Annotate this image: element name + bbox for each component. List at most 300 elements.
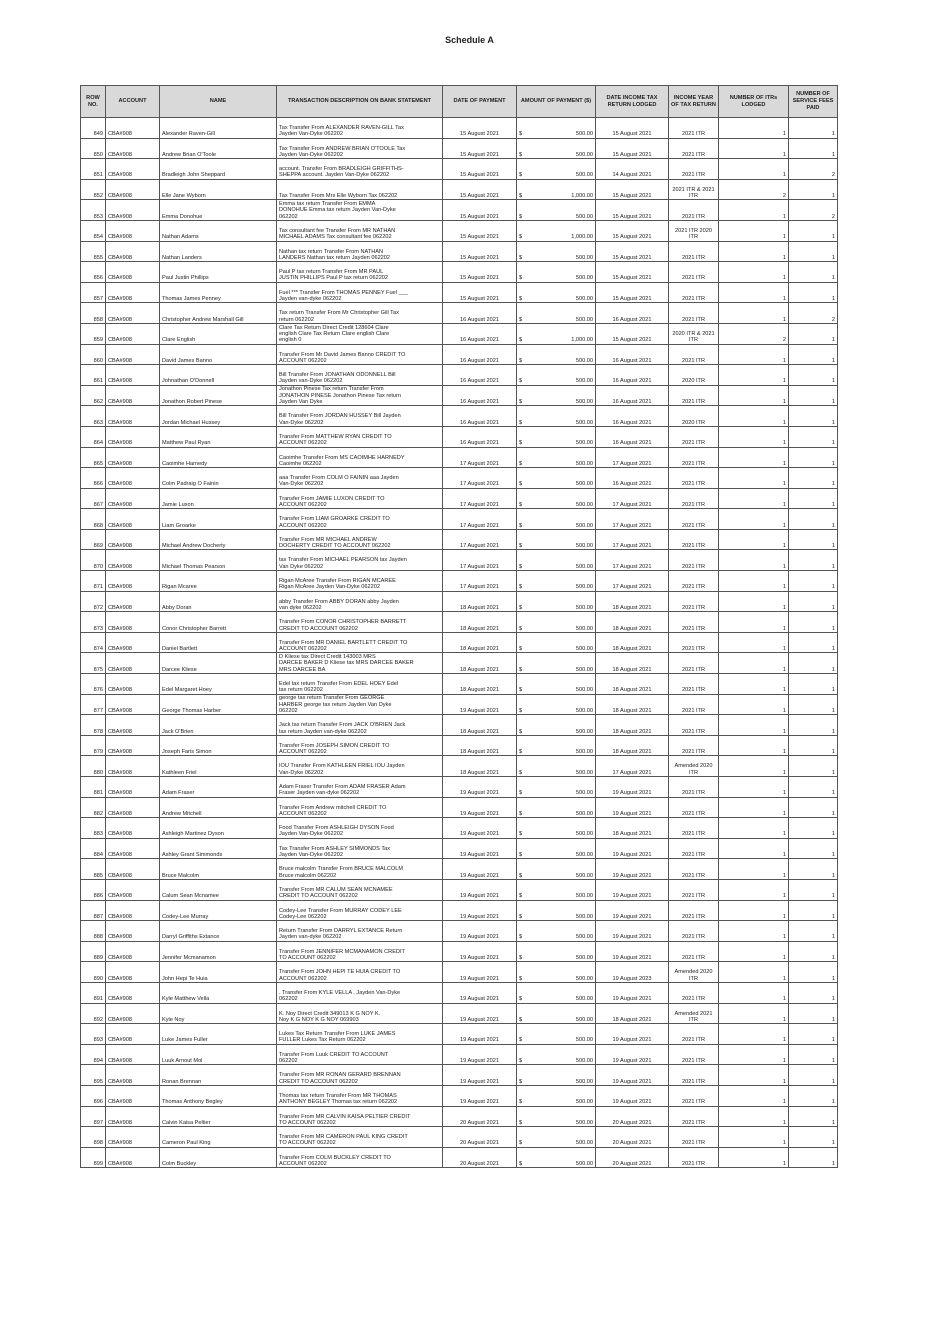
income-year-cell: 2021 ITR 2020 ITR	[669, 220, 719, 241]
amount-value: 500.00	[575, 378, 593, 385]
lodged-date-cell: 17 August 2021	[596, 571, 669, 592]
currency-symbol: $	[519, 831, 523, 838]
itrs-lodged-cell: 1	[719, 118, 789, 139]
row-number: 862	[81, 385, 106, 406]
name-cell: Elle Jane Wyborn	[160, 179, 277, 200]
account-cell: CBA#908	[106, 138, 160, 159]
account-cell: CBA#908	[106, 612, 160, 633]
row-number: 884	[81, 838, 106, 859]
description-line: account. Transfer From BRADLEIGH GRIFFITHS-	[279, 166, 404, 173]
description-cell	[277, 241, 443, 262]
amount-value: 500.00	[575, 955, 593, 962]
amount-cell	[517, 1024, 596, 1045]
service-fees-cell: 1	[789, 941, 838, 962]
description-cell	[277, 138, 443, 159]
amount-cell	[517, 447, 596, 468]
currency-symbol: $	[519, 337, 523, 344]
payment-date-cell: 15 August 2021	[443, 200, 517, 221]
amount-value: 500.00	[575, 213, 593, 220]
lodged-date-cell: 18 August 2021	[596, 694, 669, 715]
description-cell	[277, 344, 443, 365]
account-cell: CBA#908	[106, 262, 160, 283]
income-year-cell: 2021 ITR	[669, 159, 719, 180]
row-number: 870	[81, 550, 106, 571]
currency-symbol: $	[519, 275, 523, 282]
service-fees-cell: 1	[789, 1147, 838, 1168]
name-cell: Rigan Mcaree	[160, 571, 277, 592]
itrs-lodged-cell: 1	[719, 838, 789, 859]
currency-symbol: $	[519, 1037, 523, 1044]
description-line: Rigan McAree Jayden Van-Dyke 062202	[279, 584, 380, 591]
amount-value: 500.00	[575, 749, 593, 756]
amount-cell	[517, 921, 596, 942]
amount-cell	[517, 550, 596, 571]
table-row	[81, 982, 838, 1003]
table-row	[81, 488, 838, 509]
amount-cell	[517, 797, 596, 818]
amount-value: 500.00	[575, 172, 593, 179]
income-year-cell: 2021 ITR	[669, 859, 719, 880]
row-number: 874	[81, 632, 106, 653]
table-row	[81, 179, 838, 200]
currency-symbol: $	[519, 769, 523, 776]
description-line: Transfer From MR DANIEL BARTLETT CREDIT TO	[279, 639, 408, 646]
table-row	[81, 735, 838, 756]
header-service-fees: NUMBER OF SERVICE FEES PAID	[789, 86, 838, 118]
account-cell: CBA#908	[106, 488, 160, 509]
description-cell	[277, 262, 443, 283]
description-line: Tax Transfer From ALEXANDER RAVEN-GILL Tax	[279, 125, 404, 131]
description-line: Adam Fraser Transfer From ADAM FRASER Adam	[279, 784, 406, 790]
service-fees-cell: 1	[789, 365, 838, 386]
description-line: ACCOUNT 062202	[279, 357, 327, 364]
account-cell: CBA#908	[106, 426, 160, 447]
amount-cell	[517, 715, 596, 736]
name-cell: Kathleen Friel	[160, 756, 277, 777]
lodged-date-cell: 15 August 2021	[596, 262, 669, 283]
description-line: van dyke 062202	[279, 604, 322, 611]
amount-cell	[517, 179, 596, 200]
lodged-date-cell: 18 August 2021	[596, 674, 669, 695]
description-line: Bruce malcolm Transfer From BRUCE MALCOLM	[279, 866, 404, 873]
amount-value: 500.00	[575, 1058, 593, 1065]
row-number: 867	[81, 488, 106, 509]
itrs-lodged-cell: 1	[719, 1127, 789, 1148]
service-fees-cell: 1	[789, 653, 838, 674]
amount-value: 500.00	[575, 666, 593, 673]
lodged-date-cell: 19 August 2021	[596, 838, 669, 859]
amount-value: 500.00	[575, 1078, 593, 1085]
amount-value: 500.00	[575, 831, 593, 838]
amount-cell	[517, 735, 596, 756]
name-cell: Calvin Kaisa Peltier	[160, 1106, 277, 1127]
description-cell	[277, 982, 443, 1003]
name-cell: Conor Christopher Barrett	[160, 612, 277, 633]
description-line: abby Transfer From ABBY DORAN abby Jayden	[279, 598, 399, 605]
description-line: CREDIT TO ACCOUNT 062202	[279, 1078, 358, 1085]
description-line: Bill Transfer From JORDAN HUSSEY Bill Jayden	[279, 413, 401, 420]
amount-cell	[517, 612, 596, 633]
description-line: Jayden van-Dyke 062202	[279, 378, 343, 385]
amount-value: 500.00	[575, 769, 593, 776]
table-row	[81, 241, 838, 262]
service-fees-cell: 1	[789, 777, 838, 798]
description-line: HARBER george tax return Jayden Van Dyke	[279, 701, 392, 708]
currency-symbol: $	[519, 440, 523, 447]
table-row	[81, 1044, 838, 1065]
lodged-date-cell: 19 August 2021	[596, 941, 669, 962]
description-line: DOCHERTY CREDIT TO ACCOUNT 062202	[279, 543, 391, 550]
row-number: 878	[81, 715, 106, 736]
account-cell: CBA#908	[106, 632, 160, 653]
description-cell	[277, 1065, 443, 1086]
name-cell: Kyle Noy	[160, 1003, 277, 1024]
name-cell: Adam Fraser	[160, 777, 277, 798]
description-line: JUSTIN PHILLIPS Paul P tax return 062202	[279, 275, 389, 282]
description-line: JONATHON PINESE Jonathon Pinese Tax return	[279, 392, 401, 399]
amount-cell	[517, 941, 596, 962]
payment-date-cell: 19 August 2021	[443, 1085, 517, 1106]
lodged-date-cell: 15 August 2021	[596, 138, 669, 159]
amount-value: 500.00	[575, 501, 593, 508]
itrs-lodged-cell: 1	[719, 1003, 789, 1024]
header-row-no: ROW NO.	[81, 86, 106, 118]
header-amount: AMOUNT OF PAYMENT ($)	[517, 86, 596, 118]
description-line: tax return 062202	[279, 687, 323, 694]
description-cell	[277, 632, 443, 653]
service-fees-cell: 1	[789, 323, 838, 344]
row-number: 866	[81, 468, 106, 489]
payment-date-cell: 16 August 2021	[443, 406, 517, 427]
row-number: 885	[81, 859, 106, 880]
income-year-cell: 2021 ITR	[669, 591, 719, 612]
amount-value: 500.00	[575, 1099, 593, 1106]
lodged-date-cell: 18 August 2021	[596, 653, 669, 674]
description-line: SHEPPA account. Jayden Van-Dyke 062202	[279, 172, 390, 179]
name-cell: Liam Groarke	[160, 509, 277, 530]
row-number: 883	[81, 818, 106, 839]
payment-date-cell: 16 August 2021	[443, 303, 517, 324]
name-cell: Abby Doran	[160, 591, 277, 612]
currency-symbol: $	[519, 687, 523, 694]
payment-date-cell: 19 August 2021	[443, 1065, 517, 1086]
currency-symbol: $	[519, 646, 523, 653]
description-cell	[277, 756, 443, 777]
payment-date-cell: 19 August 2021	[443, 941, 517, 962]
row-number: 875	[81, 653, 106, 674]
payment-date-cell: 18 August 2021	[443, 756, 517, 777]
row-number: 886	[81, 879, 106, 900]
description-line: ACCOUNT 062202	[279, 440, 327, 447]
account-cell: CBA#908	[106, 818, 160, 839]
row-number: 887	[81, 900, 106, 921]
row-number: 891	[81, 982, 106, 1003]
description-line: Van-Dyke 062202	[279, 481, 324, 488]
row-number: 888	[81, 921, 106, 942]
row-number: 855	[81, 241, 106, 262]
description-line: Paul P tax return Transfer From MR PAUL	[279, 269, 384, 276]
description-cell	[277, 118, 443, 139]
amount-cell	[517, 200, 596, 221]
service-fees-cell: 1	[789, 838, 838, 859]
payment-date-cell: 20 August 2021	[443, 1127, 517, 1148]
header-date-lodged: DATE INCOME TAX RETURN LODGED	[596, 86, 669, 118]
name-cell: Clare English	[160, 323, 277, 344]
name-cell: Colm Padraig O Fainin	[160, 468, 277, 489]
amount-value: 500.00	[575, 1140, 593, 1147]
itrs-lodged-cell: 2	[719, 179, 789, 200]
description-cell	[277, 365, 443, 386]
account-cell: CBA#908	[106, 1085, 160, 1106]
description-line: FULLER Lukes Tax Return 062202	[279, 1037, 366, 1044]
lodged-date-cell: 19 August 2021	[596, 1044, 669, 1065]
account-cell: CBA#908	[106, 962, 160, 983]
amount-value: 500.00	[575, 151, 593, 158]
header-itrs-lodged: NUMBER OF ITRs LODGED	[719, 86, 789, 118]
table-row	[81, 1127, 838, 1148]
payment-date-cell: 19 August 2021	[443, 694, 517, 715]
amount-cell	[517, 900, 596, 921]
table-row	[81, 529, 838, 550]
name-cell: Michael Andrew Docherty	[160, 529, 277, 550]
row-number: 876	[81, 674, 106, 695]
lodged-date-cell: 19 August 2023	[596, 962, 669, 983]
payment-date-cell: 20 August 2021	[443, 1106, 517, 1127]
description-line: Transfer From MATTHEW RYAN CREDIT TO	[279, 433, 392, 440]
income-year-cell: 2021 ITR	[669, 447, 719, 468]
currency-symbol: $	[519, 584, 523, 591]
itrs-lodged-cell: 1	[719, 241, 789, 262]
description-line: Food Transfer From ASHLEIGH DYSON Food	[279, 825, 394, 832]
income-year-cell: 2021 ITR	[669, 818, 719, 839]
description-line: Tax Transfer From ANDREW BRIAN O'TOOLE Tax	[279, 145, 406, 152]
payment-date-cell: 15 August 2021	[443, 282, 517, 303]
table-row	[81, 921, 838, 942]
itrs-lodged-cell: 1	[719, 1147, 789, 1168]
account-cell: CBA#908	[106, 179, 160, 200]
payment-date-cell: 18 August 2021	[443, 674, 517, 695]
itrs-lodged-cell: 1	[719, 1065, 789, 1086]
description-line: Bill Transfer From JONATHAN ODONNELL Bill	[279, 372, 396, 379]
account-cell: CBA#908	[106, 1003, 160, 1024]
description-cell	[277, 900, 443, 921]
amount-cell	[517, 406, 596, 427]
lodged-date-cell: 18 August 2021	[596, 612, 669, 633]
table-row	[81, 962, 838, 983]
account-cell: CBA#908	[106, 365, 160, 386]
payment-date-cell: 19 August 2021	[443, 879, 517, 900]
payment-date-cell: 16 August 2021	[443, 323, 517, 344]
description-line: Transfer From LIAM GROARKE CREDIT TO	[279, 516, 390, 523]
description-line: Transfer From Andrew mitchell CREDIT TO	[279, 804, 387, 811]
lodged-date-cell: 18 August 2021	[596, 818, 669, 839]
income-year-cell: 2020 ITR	[669, 365, 719, 386]
description-line: Caoimhe 062202	[279, 460, 322, 467]
amount-value: 500.00	[575, 563, 593, 570]
itrs-lodged-cell: 1	[719, 818, 789, 839]
table-row	[81, 447, 838, 468]
description-line: Jayden Van-Dyke 062202	[279, 131, 343, 138]
description-line: Van Dyke 062202	[279, 563, 324, 570]
amount-value: 500.00	[575, 604, 593, 611]
description-line: MICHAEL ADAMS Tax consultant fee 062202	[279, 234, 392, 241]
amount-cell	[517, 756, 596, 777]
description-line: Transfer From MR CAMERON PAUL KING CREDIT	[279, 1134, 408, 1141]
description-line: Jayden Van Dyke	[279, 399, 323, 406]
lodged-date-cell: 15 August 2021	[596, 323, 669, 344]
name-cell: Jonathon Robert Pinese	[160, 385, 277, 406]
payment-date-cell: 17 August 2021	[443, 447, 517, 468]
description-cell	[277, 777, 443, 798]
itrs-lodged-cell: 1	[719, 941, 789, 962]
table-row	[81, 632, 838, 653]
currency-symbol: $	[519, 975, 523, 982]
itrs-lodged-cell: 1	[719, 509, 789, 530]
lodged-date-cell: 18 August 2021	[596, 591, 669, 612]
description-cell	[277, 694, 443, 715]
table-row	[81, 1024, 838, 1045]
name-cell: Thomas Anthony Begley	[160, 1085, 277, 1106]
itrs-lodged-cell: 1	[719, 550, 789, 571]
service-fees-cell: 1	[789, 921, 838, 942]
amount-value: 500.00	[575, 1037, 593, 1044]
lodged-date-cell: 19 August 2021	[596, 777, 669, 798]
amount-cell	[517, 1127, 596, 1148]
service-fees-cell: 1	[789, 138, 838, 159]
row-number: 850	[81, 138, 106, 159]
description-line: tax Transfer From MICHAEL PEARSON tax Jayden	[279, 557, 407, 564]
currency-symbol: $	[519, 666, 523, 673]
payment-date-cell: 15 August 2021	[443, 179, 517, 200]
account-cell: CBA#908	[106, 1147, 160, 1168]
payment-date-cell: 20 August 2021	[443, 1147, 517, 1168]
name-cell: Colm Buckley	[160, 1147, 277, 1168]
payment-date-cell: 19 August 2021	[443, 838, 517, 859]
itrs-lodged-cell: 1	[719, 303, 789, 324]
row-number: 893	[81, 1024, 106, 1045]
itrs-lodged-cell: 1	[719, 715, 789, 736]
amount-cell	[517, 632, 596, 653]
payment-date-cell: 15 August 2021	[443, 220, 517, 241]
currency-symbol: $	[519, 852, 523, 859]
income-year-cell: 2021 ITR	[669, 303, 719, 324]
currency-symbol: $	[519, 254, 523, 261]
lodged-date-cell: 20 August 2021	[596, 1127, 669, 1148]
income-year-cell: Amended 2020 ITR	[669, 756, 719, 777]
service-fees-cell: 1	[789, 632, 838, 653]
description-cell	[277, 591, 443, 612]
amount-value: 500.00	[575, 1160, 593, 1167]
description-line: Bruce malcolm 062202	[279, 872, 337, 879]
amount-value: 500.00	[575, 1119, 593, 1126]
lodged-date-cell: 19 August 2021	[596, 921, 669, 942]
amount-value: 500.00	[575, 810, 593, 817]
currency-symbol: $	[519, 460, 523, 467]
table-row	[81, 859, 838, 880]
service-fees-cell: 1	[789, 385, 838, 406]
lodged-date-cell: 16 August 2021	[596, 468, 669, 489]
table-row	[81, 838, 838, 859]
payment-date-cell: 19 August 2021	[443, 777, 517, 798]
amount-cell	[517, 344, 596, 365]
currency-symbol: $	[519, 728, 523, 735]
row-number: 898	[81, 1127, 106, 1148]
payment-date-cell: 17 August 2021	[443, 509, 517, 530]
amount-cell	[517, 509, 596, 530]
description-line: Caoimhe Transfer From MS CAOIMHE HARNEDY	[279, 454, 405, 461]
table-row	[81, 879, 838, 900]
description-cell	[277, 1044, 443, 1065]
service-fees-cell: 1	[789, 282, 838, 303]
row-number: 872	[81, 591, 106, 612]
currency-symbol: $	[519, 131, 523, 138]
payment-date-cell: 19 August 2021	[443, 900, 517, 921]
description-line: Tax Transfer From ASHLEY SIMMONDS Tax	[279, 845, 391, 852]
description-cell	[277, 1147, 443, 1168]
table-row	[81, 571, 838, 592]
row-number: 864	[81, 426, 106, 447]
description-line: TO ACCOUNT 062202	[279, 1140, 336, 1147]
service-fees-cell: 1	[789, 797, 838, 818]
currency-symbol: $	[519, 522, 523, 529]
name-cell: Johnathan O'Donnell	[160, 365, 277, 386]
amount-cell	[517, 323, 596, 344]
service-fees-cell: 1	[789, 509, 838, 530]
lodged-date-cell: 15 August 2021	[596, 200, 669, 221]
description-cell	[277, 1127, 443, 1148]
service-fees-cell: 1	[789, 1106, 838, 1127]
account-cell: CBA#908	[106, 777, 160, 798]
name-cell: Edel Margaret Hoey	[160, 674, 277, 695]
description-line: ACCOUNT 062202	[279, 501, 327, 508]
currency-symbol: $	[519, 419, 523, 426]
table-row	[81, 303, 838, 324]
currency-symbol: $	[519, 357, 523, 364]
name-cell: Jamie Luxon	[160, 488, 277, 509]
description-line: Transfer From MR RONAN GERARD BRENNAN	[279, 1072, 401, 1079]
service-fees-cell: 1	[789, 591, 838, 612]
currency-symbol: $	[519, 790, 523, 797]
table-row	[81, 200, 838, 221]
lodged-date-cell: 19 August 2021	[596, 1024, 669, 1045]
description-cell	[277, 509, 443, 530]
itrs-lodged-cell: 1	[719, 282, 789, 303]
table-row	[81, 653, 838, 674]
lodged-date-cell: 16 August 2021	[596, 406, 669, 427]
header-name: NAME	[160, 86, 277, 118]
description-line: Thomas tax return Transfer From MR THOMAS	[279, 1092, 397, 1099]
description-line: Jayden Van-Dyke 062202	[279, 831, 343, 838]
amount-value: 500.00	[575, 872, 593, 879]
description-cell	[277, 385, 443, 406]
description-line: Transfer From MR CALUM SEAN MCNAMEE	[279, 886, 393, 893]
description-line: Nathan tax return Transfer From NATHAN	[279, 248, 384, 255]
itrs-lodged-cell: 1	[719, 159, 789, 180]
schedule-table	[80, 85, 838, 1168]
amount-cell	[517, 1044, 596, 1065]
description-cell	[277, 921, 443, 942]
lodged-date-cell: 19 August 2021	[596, 900, 669, 921]
income-year-cell: 2021 ITR	[669, 282, 719, 303]
service-fees-cell: 1	[789, 962, 838, 983]
amount-cell	[517, 591, 596, 612]
description-line: Edel tax return Transfer From EDEL HOEY Edel	[279, 681, 399, 688]
description-line: 062202	[279, 213, 298, 220]
account-cell: CBA#908	[106, 879, 160, 900]
lodged-date-cell: 18 August 2021	[596, 632, 669, 653]
payment-date-cell: 16 August 2021	[443, 426, 517, 447]
lodged-date-cell: 15 August 2021	[596, 241, 669, 262]
